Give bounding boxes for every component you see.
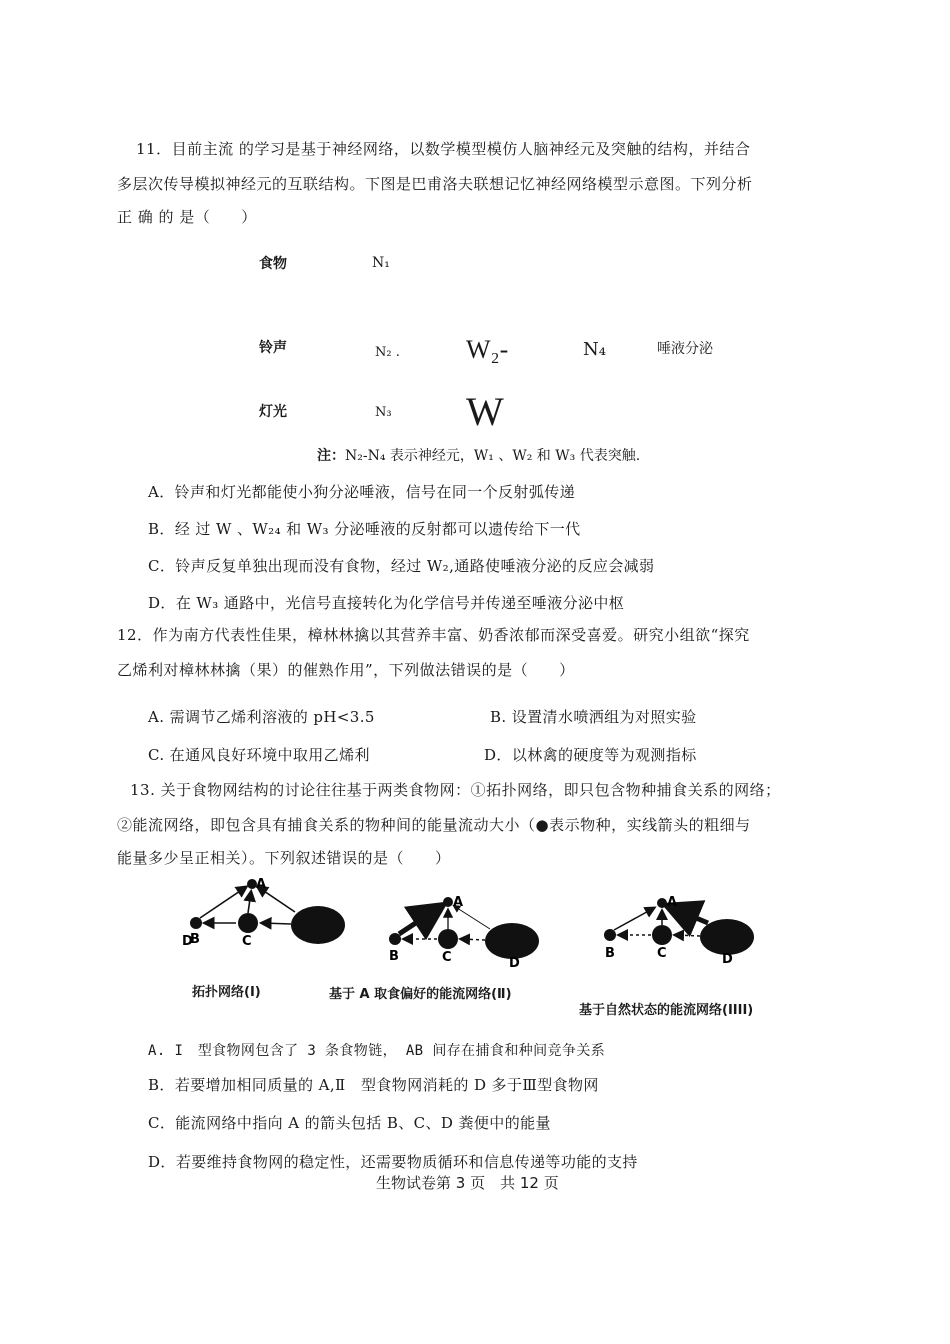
node-c [238, 913, 258, 933]
q13-option-a: A. I 型食物网包含了 3 条食物链， AB 间存在捕食和种间竞争关系 [148, 1043, 606, 1059]
label-b: B [389, 949, 399, 964]
q11-option-d: D．在 W₃ 通路中，光信号直接转化为化学信号并传递至唾液分泌中枢 [148, 594, 625, 612]
label-d: D [509, 956, 520, 971]
q12-option-c: C. 在通风良好环境中取用乙烯利 [148, 746, 370, 764]
diagram-label-n3: N₃ [375, 405, 392, 420]
q11-note-text: N₂-N₄ 表示神经元，W₁ 、W₂ 和 W₃ 代表突触. [345, 448, 641, 464]
q13-stem-line3: 能量多少呈正相关）。下列叙述错误的是（ ） [117, 849, 451, 867]
node-c [652, 925, 672, 945]
diagram-label-saliva: 唾液分泌 [657, 341, 713, 357]
q11-option-c: C．铃声反复单独出现而没有食物，经过 W₂,通路使唾液分泌的反应会减弱 [148, 557, 655, 575]
node-a [657, 898, 667, 908]
label-d: D [722, 952, 733, 967]
q13-option-c: C．能流网络中指向 A 的箭头包括 B、C、D 粪便中的能量 [148, 1114, 551, 1132]
q13-option-b: B．若要增加相同质量的 A,Ⅱ 型食物网消耗的 D 多于Ⅲ型食物网 [148, 1076, 599, 1094]
node-b [604, 929, 616, 941]
q13-option-d: D．若要维持食物网的稳定性，还需要物质循环和信息传递等功能的支持 [148, 1153, 638, 1171]
q12-option-d: D．以林禽的硬度等为观测指标 [484, 746, 697, 764]
label-a: A [453, 895, 464, 910]
label-a: A [256, 877, 267, 892]
q11-option-b: B．经 过 W 、W₂₄ 和 W₃ 分泌唾液的反射都可以遗传给下一代 [148, 520, 581, 538]
q13-caption-3: 基于自然状态的能流网络(IIII) [579, 1003, 754, 1018]
q12-stem-line1: 12．作为南方代表性佳果，樟林林擒以其营养丰富、奶香浓郁而深受喜爱。研究小组欲“探究 [117, 626, 750, 644]
node-b [190, 917, 202, 929]
label-b: B [605, 946, 615, 961]
diagram-label-n4: N₄ [583, 339, 606, 360]
label-c: C [657, 946, 667, 961]
q13-stem-line1: 13. 关于食物网结构的讨论往往基于两类食物网：①拓扑网络，即只包含物种捕食关系的网络； [130, 781, 781, 799]
diagram-label-w: W [466, 389, 504, 434]
q11-stem-line1: 11．目前主流 的学习是基于神经网络，以数学模型模仿人脑神经元及突触的结构，并结合 [136, 140, 751, 158]
foodweb-energy-natural [604, 895, 754, 967]
label-a: A [667, 895, 678, 910]
node-b [389, 933, 401, 945]
q11-option-a: A．铃声和灯光都能使小狗分泌唾液，信号在同一个反射弧传递 [148, 483, 576, 501]
node-a [443, 897, 453, 907]
q11-note [317, 445, 640, 465]
diagram-label-bell: 铃声 [259, 340, 287, 356]
diagram-label-w2: W₂- [466, 335, 509, 364]
q13-foodweb-diagrams [170, 868, 790, 978]
foodweb-topology [182, 877, 345, 949]
q13-caption-1: 拓扑网络(I) [192, 985, 261, 1000]
q11-stem-line3: 正 确 的 是（ ） [117, 208, 257, 226]
diagram-label-light: 灯光 [259, 404, 287, 420]
node-d [485, 923, 539, 959]
label-c: C [442, 950, 452, 965]
q12-option-a: A. 需调节乙烯利溶液的 pH<3.5 [148, 708, 375, 726]
q11-note-prefix: 注： [317, 448, 345, 464]
label-b: B [190, 932, 200, 947]
node-d [291, 906, 345, 944]
label-d-1: D [182, 934, 193, 949]
node-d [700, 919, 754, 955]
foodweb-energy-preference [389, 895, 539, 971]
diagram-label-n1: N₁ [372, 255, 390, 271]
q13-caption-2: 基于 A 取食偏好的能流网络(Ⅱ) [329, 987, 512, 1002]
q12-stem-line2: 乙烯利对樟林林擒（果）的催熟作用”，下列做法错误的是（ ） [117, 661, 575, 679]
node-c [438, 929, 458, 949]
q12-option-b: B. 设置清水喷洒组为对照实验 [490, 708, 697, 726]
diagram-label-food: 食物 [259, 256, 287, 272]
q11-stem-line2: 多层次传导模拟神经元的互联结构。下图是巴甫洛夫联想记忆神经网络模型示意图。下列分析 [117, 175, 753, 193]
label-c: C [242, 934, 252, 949]
q13-stem-line2: ②能流网络，即包含具有捕食关系的物种间的能量流动大小（●表示物种，实线箭头的粗细与 [117, 816, 751, 834]
page-footer: 生物试卷第 3 页 共 12 页 [376, 1174, 559, 1192]
diagram-label-n2: N₂ . [375, 345, 400, 360]
